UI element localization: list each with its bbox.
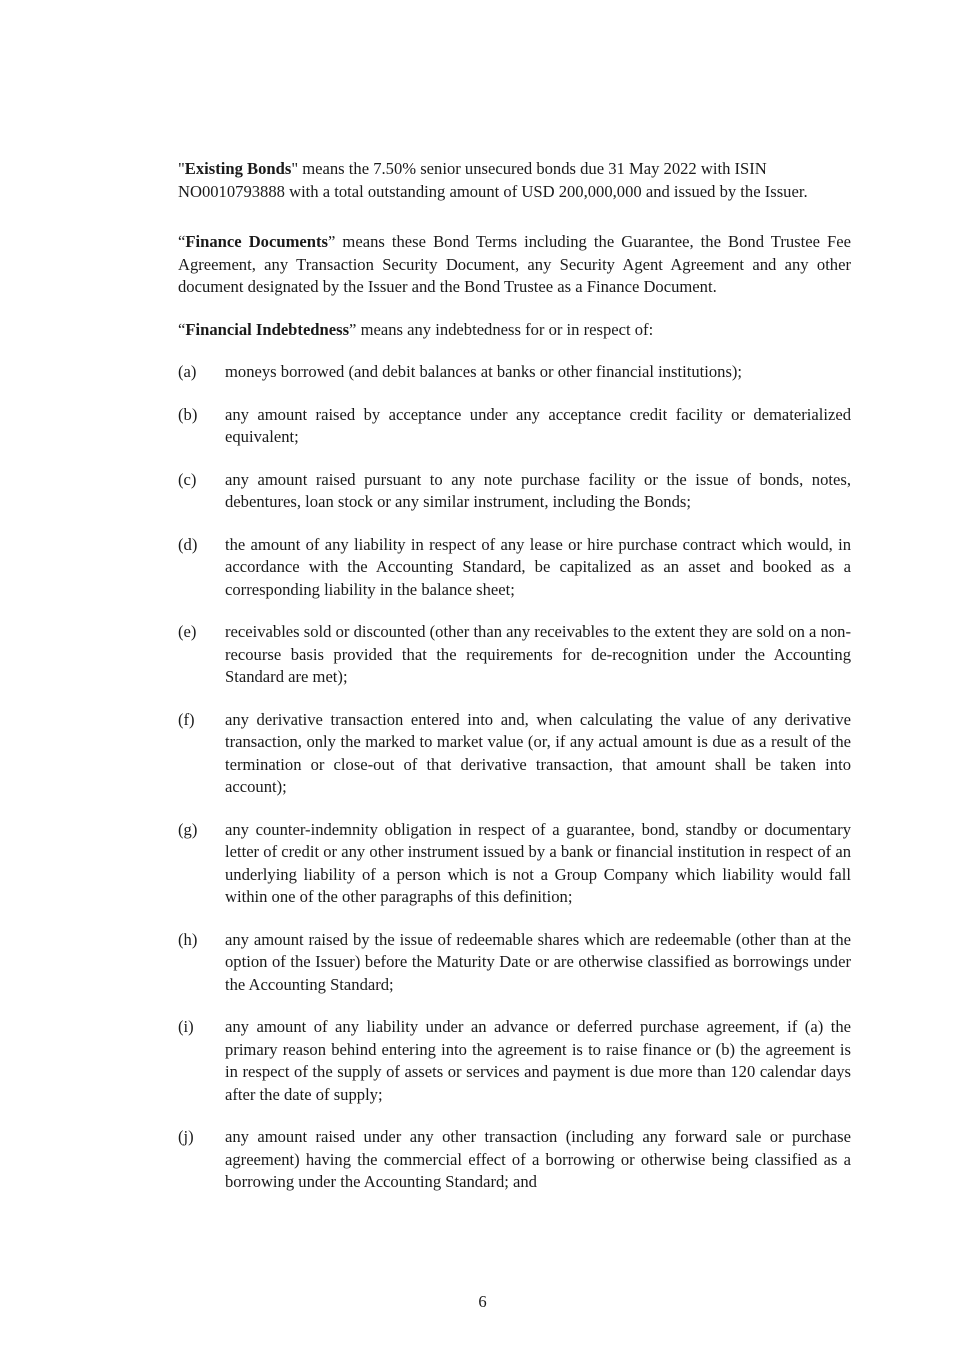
list-item-text: any counter-indemnity obligation in respect of a guarantee, bond, standby or documentary letter of credit or any other instrument issued by a bank or financial institution in respect of an underlying liability of a person which is not a Group Company which liability would fall within one of the other paragraphs of this definition; — [225, 819, 851, 906]
list-item-text: any amount of any liability under an advance or deferred purchase agreement, if (a) the primary reason behind entering into the agreement is to raise finance or (b) the agreement is in respect of the supply of assets or services and payment is due more than 120 calendar days after the date of supply; — [225, 1017, 851, 1104]
list-item-a — [178, 361, 851, 384]
list-item-label: (d) — [178, 534, 198, 554]
list-item-text: any amount raised pursuant to any note purchase facility or the issue of bonds, notes, debentures, loan stock or any similar instrument, including the Bonds; — [225, 469, 851, 511]
list-item-i — [178, 1016, 851, 1106]
definition-financial-indebtedness: “Financial Indebtedness” means any indebtedness for or in respect of: — [178, 319, 654, 339]
defined-term: Financial Indebtedness — [185, 319, 350, 339]
list-item-text: receivables sold or discounted (other than any receivables to the extent they are sold on a non-recourse basis provided that the requirements for de-recognition under the Accounting Standard are met); — [225, 622, 851, 686]
list-item-f — [178, 709, 851, 799]
list-item-c — [178, 469, 851, 514]
definition-text: means the 7.50% senior unsecured bonds due 31 May 2022 with ISIN NO0010793888 with a total outstanding amount of USD 200,000,000 and issued by the Issuer. — [178, 159, 808, 201]
list-item-label: (b) — [178, 404, 198, 424]
list-item-d — [178, 534, 851, 602]
list-item-text: moneys borrowed (and debit balances at banks or other financial institutions); — [225, 362, 743, 381]
list-item-text: any derivative transaction entered into and, when calculating the value of any derivative transaction, only the marked to market value (or, if any actual amount is due as a result of the termination or close-out of that derivative transaction, that amount shall be taken into account); — [225, 709, 851, 796]
document-body — [178, 158, 851, 1194]
list-item-label: (i) — [178, 1017, 194, 1036]
page-number: 6 — [478, 1292, 487, 1311]
list-item-label: (g) — [178, 819, 198, 839]
list-item-text: the amount of any liability in respect of any lease or hire purchase contract which would, in accordance with the Accounting Standard, be capitalized as an asset and booked as a corresponding liability in the balance sheet; — [225, 534, 851, 599]
list-item-h — [178, 929, 851, 997]
list-item-label: (j) — [178, 1127, 194, 1146]
list-item-e — [178, 621, 851, 689]
list-item-label: (h) — [178, 929, 198, 949]
definition-text: means any indebtedness for or in respect of: — [356, 319, 654, 339]
list-item-text: any amount raised by the issue of redeemable shares which are redeemable (other than at the option of the Issuer) before the Maturity Date or are otherwise classified as borrowings under the Accounting Standard; — [225, 929, 851, 994]
definition-text: means these Bond Terms including the Guarantee, the Bond Trustee Fee Agreement, any Transaction Security Document, any Security Agent Agreement and any other document designated by the Issuer and the Bond Trustee as a Finance Document. — [178, 232, 851, 296]
list-item-text: any amount raised under any other transaction (including any forward sale or purchase agreement) having the commercial effect of a borrowing or otherwise being classified as a borrowing under the Accounting Standard; and — [225, 1127, 851, 1191]
definition-existing-bonds: "Existing Bonds" means the 7.50% senior unsecured bonds due 31 May 2022 with ISIN NO0010793888 with a total outstanding amount of USD 200,000,000 and issued by the Issuer. — [178, 159, 808, 201]
list-item-g — [178, 819, 851, 909]
list-item-j — [178, 1126, 851, 1194]
defined-term: Existing Bonds — [184, 159, 292, 178]
list-item-label: (a) — [178, 362, 197, 381]
definition-finance-documents: “Finance Documents” means these Bond Terms including the Guarantee, the Bond Trustee Fee Agreement, any Transaction Security Document, any Security Agent Agreement and any other document designated by the Issuer and the Bond Trustee as a Finance Document. — [178, 232, 851, 296]
list-item-text: any amount raised by acceptance under any acceptance credit facility or dematerialized equivalent; — [225, 404, 851, 446]
defined-term: Finance Documents — [185, 232, 328, 251]
list-item-b — [178, 404, 851, 449]
list-item-label: (e) — [178, 622, 197, 641]
list-item-label: (f) — [178, 709, 195, 729]
list-item-label: (c) — [178, 469, 197, 489]
